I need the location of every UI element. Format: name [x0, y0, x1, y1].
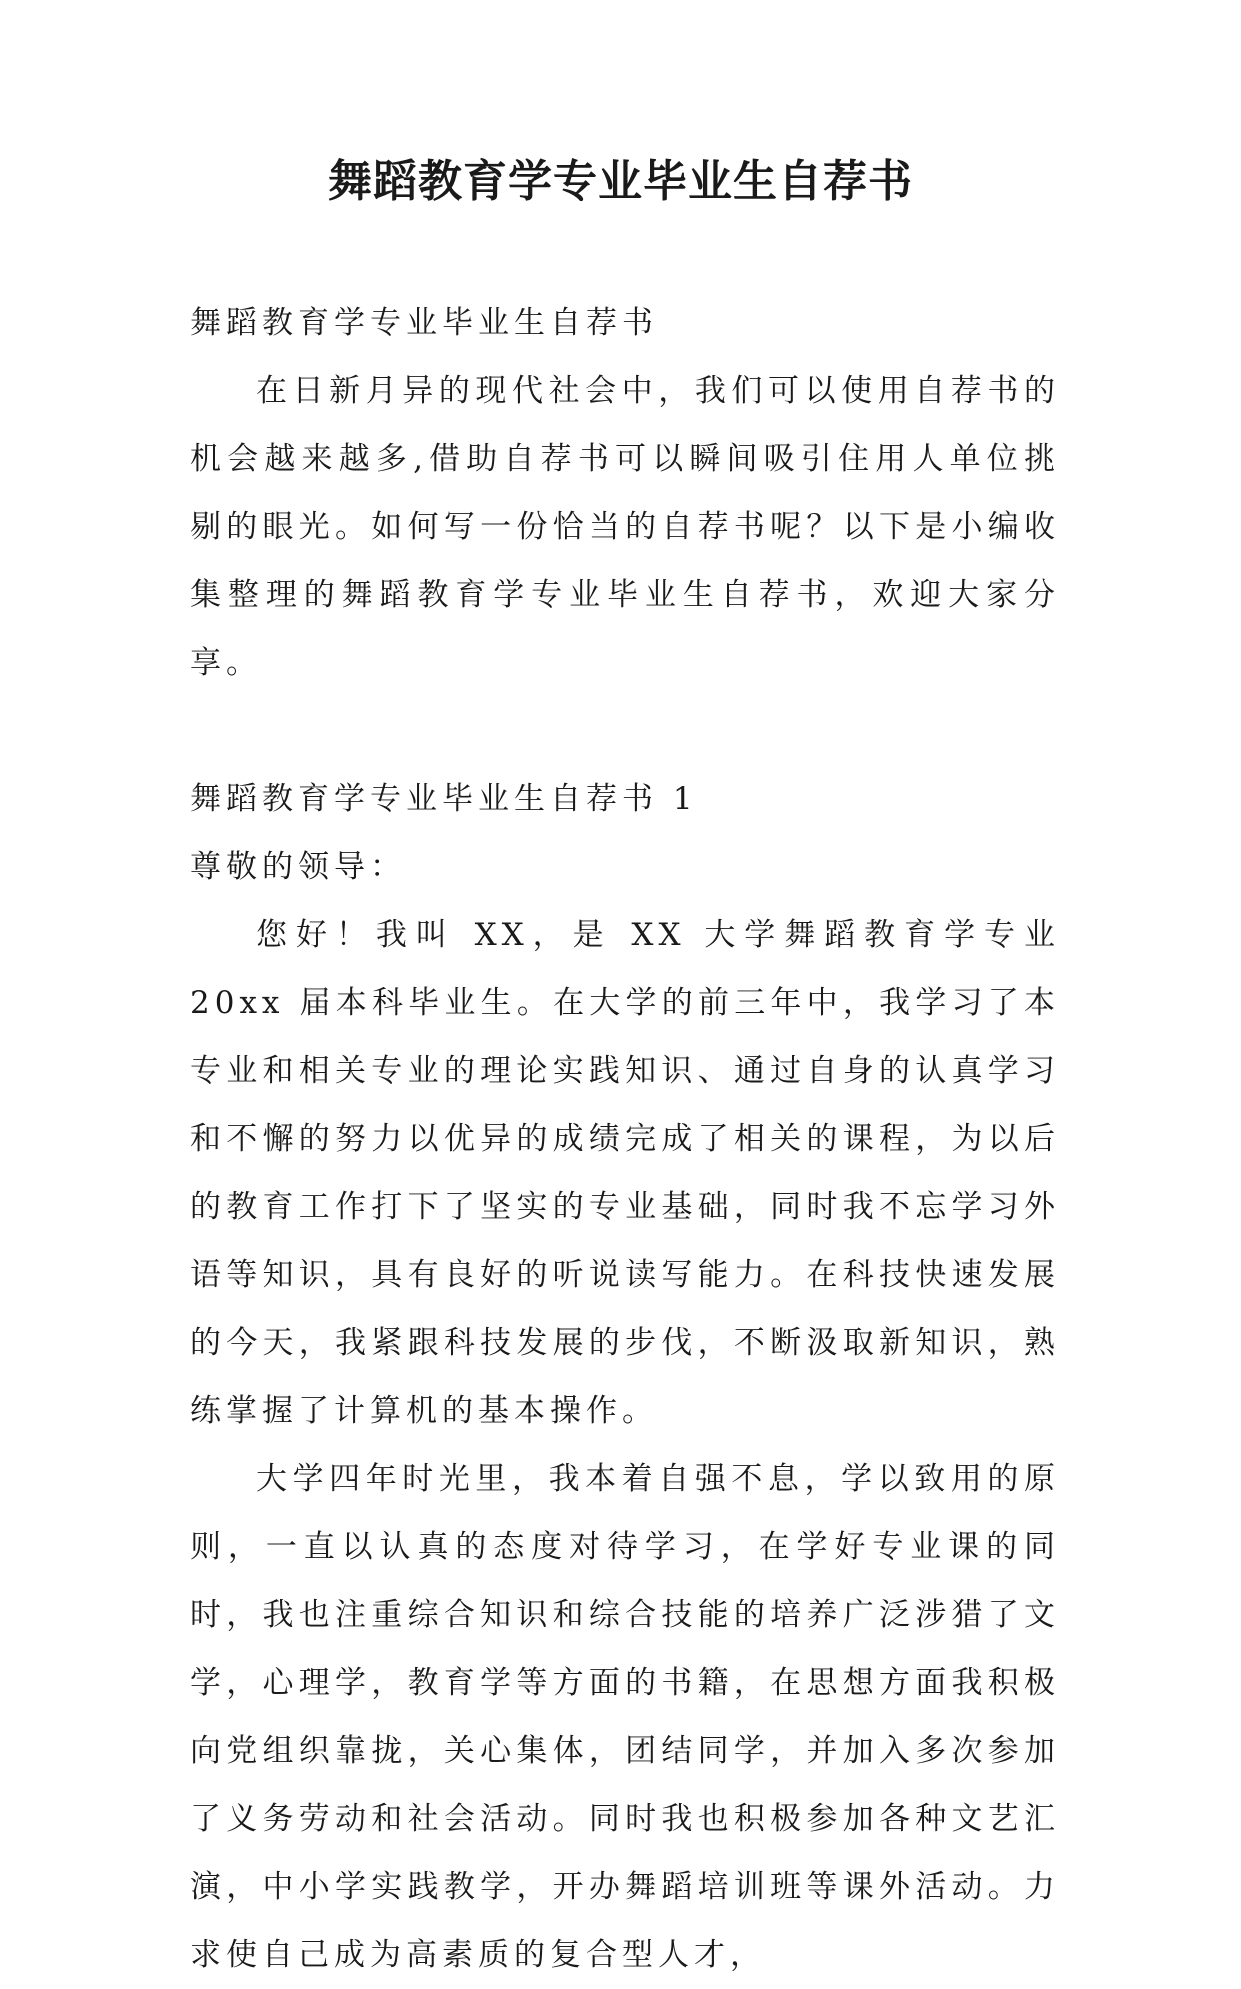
document-title: 舞蹈教育学专业毕业生自荐书: [328, 156, 913, 207]
subtitle-line: 舞蹈教育学专业毕业生自荐书: [190, 305, 658, 341]
document-body: [190, 289, 1060, 1989]
body-paragraph-2: 大学四年时光里，我本着自强不息，学以致用的原则，一直以认真的态度对待学习，在学好专业课的同时，我也注重综合知识和综合技能的培养广泛涉猎了文学，心理学，教育学等方面的书籍，在思想方面我积极向党组织靠拢，关心集体，团结同学，并加入多次参加了义务劳动和社会活动。同时我也积极参加各种文艺汇演，中小学实践教学，开办舞蹈培训班等课外活动。力求使自己成为高素质的复合型人才，: [190, 1461, 1060, 1973]
salutation: 尊敬的领导：: [190, 849, 406, 885]
section-heading: 舞蹈教育学专业毕业生自荐书 1: [190, 781, 698, 817]
body-paragraph-1: 您好！我叫 XX，是 XX 大学舞蹈教育学专业 20xx 届本科毕业生。在大学的前三年中，我学习了本专业和相关专业的理论实践知识、通过自身的认真学习和不懈的努力以优异的成绩完成了相关的课程，为以后的教育工作打下了坚实的专业基础，同时我不忘学习外语等知识，具有良好的听说读写能力。在科技快速发展的今天，我紧跟科技发展的步伐，不断汲取新知识，熟练掌握了计算机的基本操作。: [190, 917, 1060, 1429]
intro-paragraph: 在日新月异的现代社会中，我们可以使用自荐书的机会越来越多,借助自荐书可以瞬间吸引住用人单位挑剔的眼光。如何写一份恰当的自荐书呢？以下是小编收集整理的舞蹈教育学专业毕业生自荐书，欢迎大家分享。: [190, 373, 1060, 681]
